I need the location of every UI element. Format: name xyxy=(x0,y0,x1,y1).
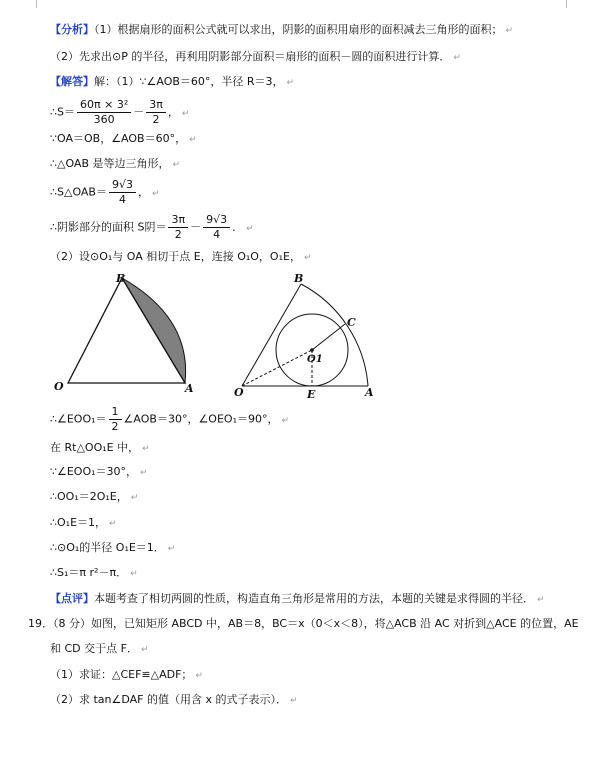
solution-line-3: ∵OA＝OB，∠AOB＝60°， ↵ xyxy=(50,132,197,145)
sector-radius-OB xyxy=(242,284,301,386)
label-O1: O1 xyxy=(307,354,323,365)
step-2: ∵∠EOO₁＝30°， ↵ xyxy=(50,465,148,478)
part2-intro: （2）设⊙O₁与 OA 相切于点 E，连接 O₁O，O₁E， ↵ xyxy=(50,250,312,263)
analysis-line-1: 【分析】（1）根据扇形的面积公式就可以求出，阴影的面积用扇形的面积减去三角形的面积； ↵ xyxy=(50,23,514,36)
label-B: B xyxy=(116,272,126,285)
step-6: ∴S₁＝π r²－π． ↵ xyxy=(50,566,138,579)
q19-line-4: （2）求 tan∠DAF 的值（用含 x 的式子表示）． ↵ xyxy=(50,693,298,706)
label-O: O xyxy=(54,380,64,393)
solution-line-4: ∴△OAB 是等边三角形， ↵ xyxy=(50,157,181,170)
fraction-3pi-2-b: $\frac{3\pi}{2}$ xyxy=(168,213,188,242)
sector-area-formula: ∴S＝ $\frac{\text{60π × 3²}}{360}$ － $\frac{3\pi}{2}$ ， ↵ xyxy=(50,98,190,126)
shaded-area-formula: ∴阴影部分的面积 S阴＝ $\frac{3\pi}{2}$ － $\frac{9√3}{4}$ ． ↵ xyxy=(50,213,254,241)
label-C: C xyxy=(347,316,356,329)
corner-mark-top-right xyxy=(566,0,577,8)
solution-line-1: 【解答】解：（1）∵∠AOB＝60°，半径 R＝3， ↵ xyxy=(50,75,295,88)
q19-line-2: 和 CD 交于点 F． ↵ xyxy=(50,642,149,655)
review-tag: 【点评】 xyxy=(50,592,94,605)
corner-mark-top-left xyxy=(26,0,37,8)
label-O2: O xyxy=(234,386,244,399)
fraction-9root3-4: $\frac{9√3}{4}$ xyxy=(109,178,136,207)
label-B2: B xyxy=(294,272,304,285)
step-1: 在 Rt△OO₁E 中， ↵ xyxy=(50,441,150,454)
fraction-9root3-4-b: $\frac{9√3}{4}$ xyxy=(203,213,230,242)
step-5: ∴⊙O₁的半径 O₁E＝1． ↵ xyxy=(50,541,176,554)
label-E: E xyxy=(307,388,316,401)
angle-step: ∴∠EOO₁＝ $\frac{1}{2}$ ∠AOB＝30°，∠OEO₁＝90°， ↵ xyxy=(50,405,290,433)
sector-arc xyxy=(301,284,368,386)
fraction-sector: $\frac{\text{60π × 3²}}{360}$ xyxy=(77,98,131,127)
segment-O1C xyxy=(312,324,345,350)
review-line: 【点评】本题考查了相切两圆的性质，构造直角三角形是常用的方法，本题的关键是求得圆的半径． ↵ xyxy=(50,592,545,605)
fraction-3pi-2: $\frac{3\pi}{2}$ xyxy=(146,98,166,127)
fraction-one-half: $\frac{1}{2}$ xyxy=(109,405,122,434)
center-point-O1 xyxy=(310,348,314,352)
q19-line-3: （1）求证：△CEF≌△ADF； ↵ xyxy=(50,668,203,681)
triangle-area-formula: ∴S△OAB＝ $\frac{9√3}{4}$ ， ↵ xyxy=(50,178,160,206)
figure-sector-inscribed-circle xyxy=(230,268,385,403)
label-A2: A xyxy=(365,386,374,399)
step-3: ∴OO₁＝2O₁E， ↵ xyxy=(50,490,139,503)
analysis-line-2: （2）先求出⊙P 的半径，再利用阴影部分面积＝扇形的面积－圆的面积进行计算． ↵ xyxy=(50,50,461,63)
solution-tag: 【解答】 xyxy=(50,75,94,88)
q19-line-1: 19．（8 分）如图，已知矩形 ABCD 中，AB＝8，BC＝x（0＜x＜8），将△ACB 沿 AC 对折到△ACE 的位置，AE xyxy=(28,617,579,630)
step-4: ∴O₁E＝1， ↵ xyxy=(50,516,117,529)
analysis-tag: 【分析】 xyxy=(50,23,94,36)
figure-sector-triangle xyxy=(52,268,202,398)
label-A: A xyxy=(185,382,194,395)
